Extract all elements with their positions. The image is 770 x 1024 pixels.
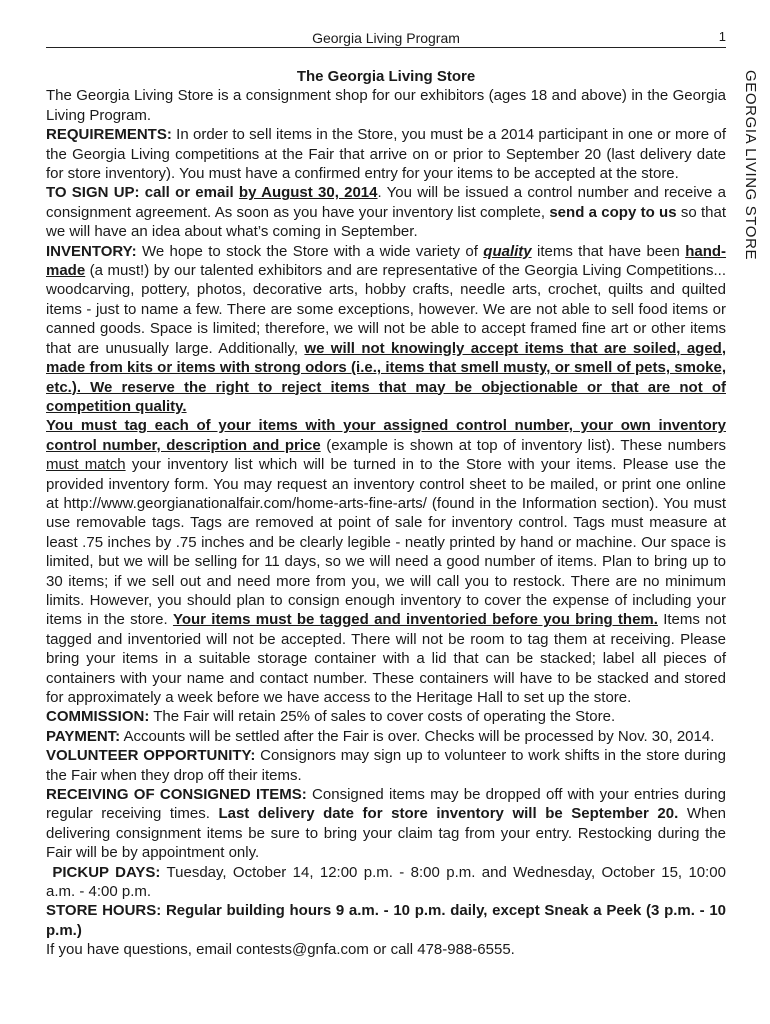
payment-label: PAYMENT: xyxy=(46,727,121,745)
commission-paragraph xyxy=(46,707,726,726)
intro-paragraph: The Georgia Living Store is a consignment shop for our exhibitors (ages 18 and above) in the Georgia Living Program. xyxy=(46,87,726,124)
inventory-text-2: items that have been xyxy=(531,242,686,260)
inventory-label: INVENTORY: xyxy=(46,242,137,260)
inventory-warning: we will not knowingly accept items that are soiled, aged, made from kits or items with strong odors (i.e., items that smell musty, or smell of pets, smoke, etc.). We reserve the right to reject items that may be objectionable or that are not of competition quality. xyxy=(46,339,726,415)
page-number: 1 xyxy=(718,29,726,44)
signup-label: TO SIGN UP: call or email xyxy=(46,184,239,202)
requirements-paragraph xyxy=(46,125,726,183)
pickup-label: PICKUP DAYS: xyxy=(46,863,161,881)
store-hours-text: STORE HOURS: Regular building hours 9 a.m. - 10 p.m. daily, except Sneak a Peek (3 p.m. - 10 p.m.) xyxy=(46,902,726,939)
commission-label: COMMISSION: xyxy=(46,708,150,726)
receiving-bold: Last delivery date for store inventory will be September 20. xyxy=(218,805,679,823)
pickup-text: Tuesday, October 14, 12:00 p.m. - 8:00 p.m. and Wednesday, October 15, 10:00 a.m. - 4:00 p.m. xyxy=(46,863,726,901)
inventory-paragraph xyxy=(46,242,726,417)
receiving-paragraph xyxy=(46,785,726,863)
document-title: The Georgia Living Store xyxy=(296,68,476,85)
inventory-handmade: hand-made xyxy=(46,242,727,280)
pickup-paragraph xyxy=(46,863,726,902)
tagging-text-3: Items not tagged and inventoried will not be accepted. There will not be room to tag them at receiving. Please bring your items in a suitable storage container with a lid that can be stacked; label all pieces of containers with your name and contact number. These containers will have to be stacked and stored for approximately a week before we have access to the Heritage Hall to set up the store. xyxy=(46,611,726,706)
volunteer-label: VOLUNTEER OPPORTUNITY: xyxy=(46,747,256,765)
requirements-label: REQUIREMENTS: xyxy=(46,126,172,144)
receiving-label: RECEIVING OF CONSIGNED ITEMS: xyxy=(46,786,307,804)
tagging-bold-1: You must tag each of your items with your assigned control number, your own inventory control number, description and price xyxy=(46,417,726,454)
inventory-quality: quality xyxy=(483,242,532,260)
side-label: GEORGIA LIVING STORE xyxy=(742,70,759,261)
store-hours xyxy=(46,901,726,940)
volunteer-paragraph xyxy=(46,746,726,785)
commission-text: The Fair will retain 25% of sales to cover costs of operating the Store. xyxy=(149,708,616,726)
signup-deadline: by August 30, 2014 xyxy=(238,184,378,202)
tagging-bold-2: Your items must be tagged and inventoried before you bring them. xyxy=(172,611,658,629)
signup-text-1: . You will be issued a control number and receive a consignment agreement. As soon as you have your inventory list complete, xyxy=(46,184,726,221)
header-title: Georgia Living Program xyxy=(312,30,460,46)
signup-text-2: so that we will have an idea about what’s coming in September. xyxy=(46,203,726,241)
tagging-paragraph xyxy=(46,416,726,707)
payment-text: Accounts will be settled after the Fair is over. Checks will be processed by Nov. 30, 2014. xyxy=(120,727,715,745)
inventory-text-3: (a must!) by our talented exhibitors and are representative of the Georgia Living Competitions... woodcarving, pottery, photos, decorative arts, hobby crafts, needle arts, crochet, quilts and quilted items - just to name a few. There are some exceptions, however. We are not able to sell food items or canned goods. Space is limited; therefore, we will not be able to accept framed fine art or other items that are unusually large. Additionally, xyxy=(46,262,726,357)
signup-bold: send a copy to us xyxy=(549,203,677,221)
receiving-text-1: Consigned items may be dropped off with your entries during regular receiving times. xyxy=(46,786,726,823)
tagging-text-1: (example is shown at top of inventory list). These numbers xyxy=(320,436,726,454)
volunteer-text: Consignors may sign up to volunteer to work shifts in the store during the Fair when they drop off their items. xyxy=(46,747,726,784)
inventory-text-1: We hope to stock the Store with a wide variety of xyxy=(136,242,484,260)
tagging-text-2: your inventory list which will be turned in to the Store with your items. Please use the provided inventory form. You may request an inventory control sheet to be mailed, or print one online at http://www.georgianationalfair.com/home-arts-fine-arts/ (found in the Information section). You must use removable tags. Tags are removed at point of sale for inventory control. Tags must measure at least .75 inches by .75 inches and be clearly legible - neatly printed by hand or machine. Our space is limited, but we will be selling for 11 days, so we will need a good number of items. Plan to bring up to 30 items; if we sell out and need more from you, we will call you to restock. There are no minimum limits. However, you should plan to consign enough inventory to cover the expense of including your items in the store. xyxy=(46,456,726,629)
payment-paragraph xyxy=(46,727,726,746)
page-header xyxy=(46,30,726,48)
document-body xyxy=(46,67,726,960)
receiving-text-2: When delivering consignment items be sure to bring your claim tag from your entry. Restocking during the Fair will be by appointment only. xyxy=(46,805,727,862)
contact-line: If you have questions, email contests@gnfa.com or call 478-988-6555. xyxy=(46,941,515,959)
signup-paragraph xyxy=(46,183,726,241)
tagging-must-match: must match xyxy=(46,456,126,474)
requirements-text: In order to sell items in the Store, you must be a 2014 participant in one or more of the Georgia Living competitions at the Fair that arrive on or prior to September 20 (last delivery date for store inventory). You must have a confirmed entry for your items to be accepted at the store. xyxy=(46,126,726,183)
